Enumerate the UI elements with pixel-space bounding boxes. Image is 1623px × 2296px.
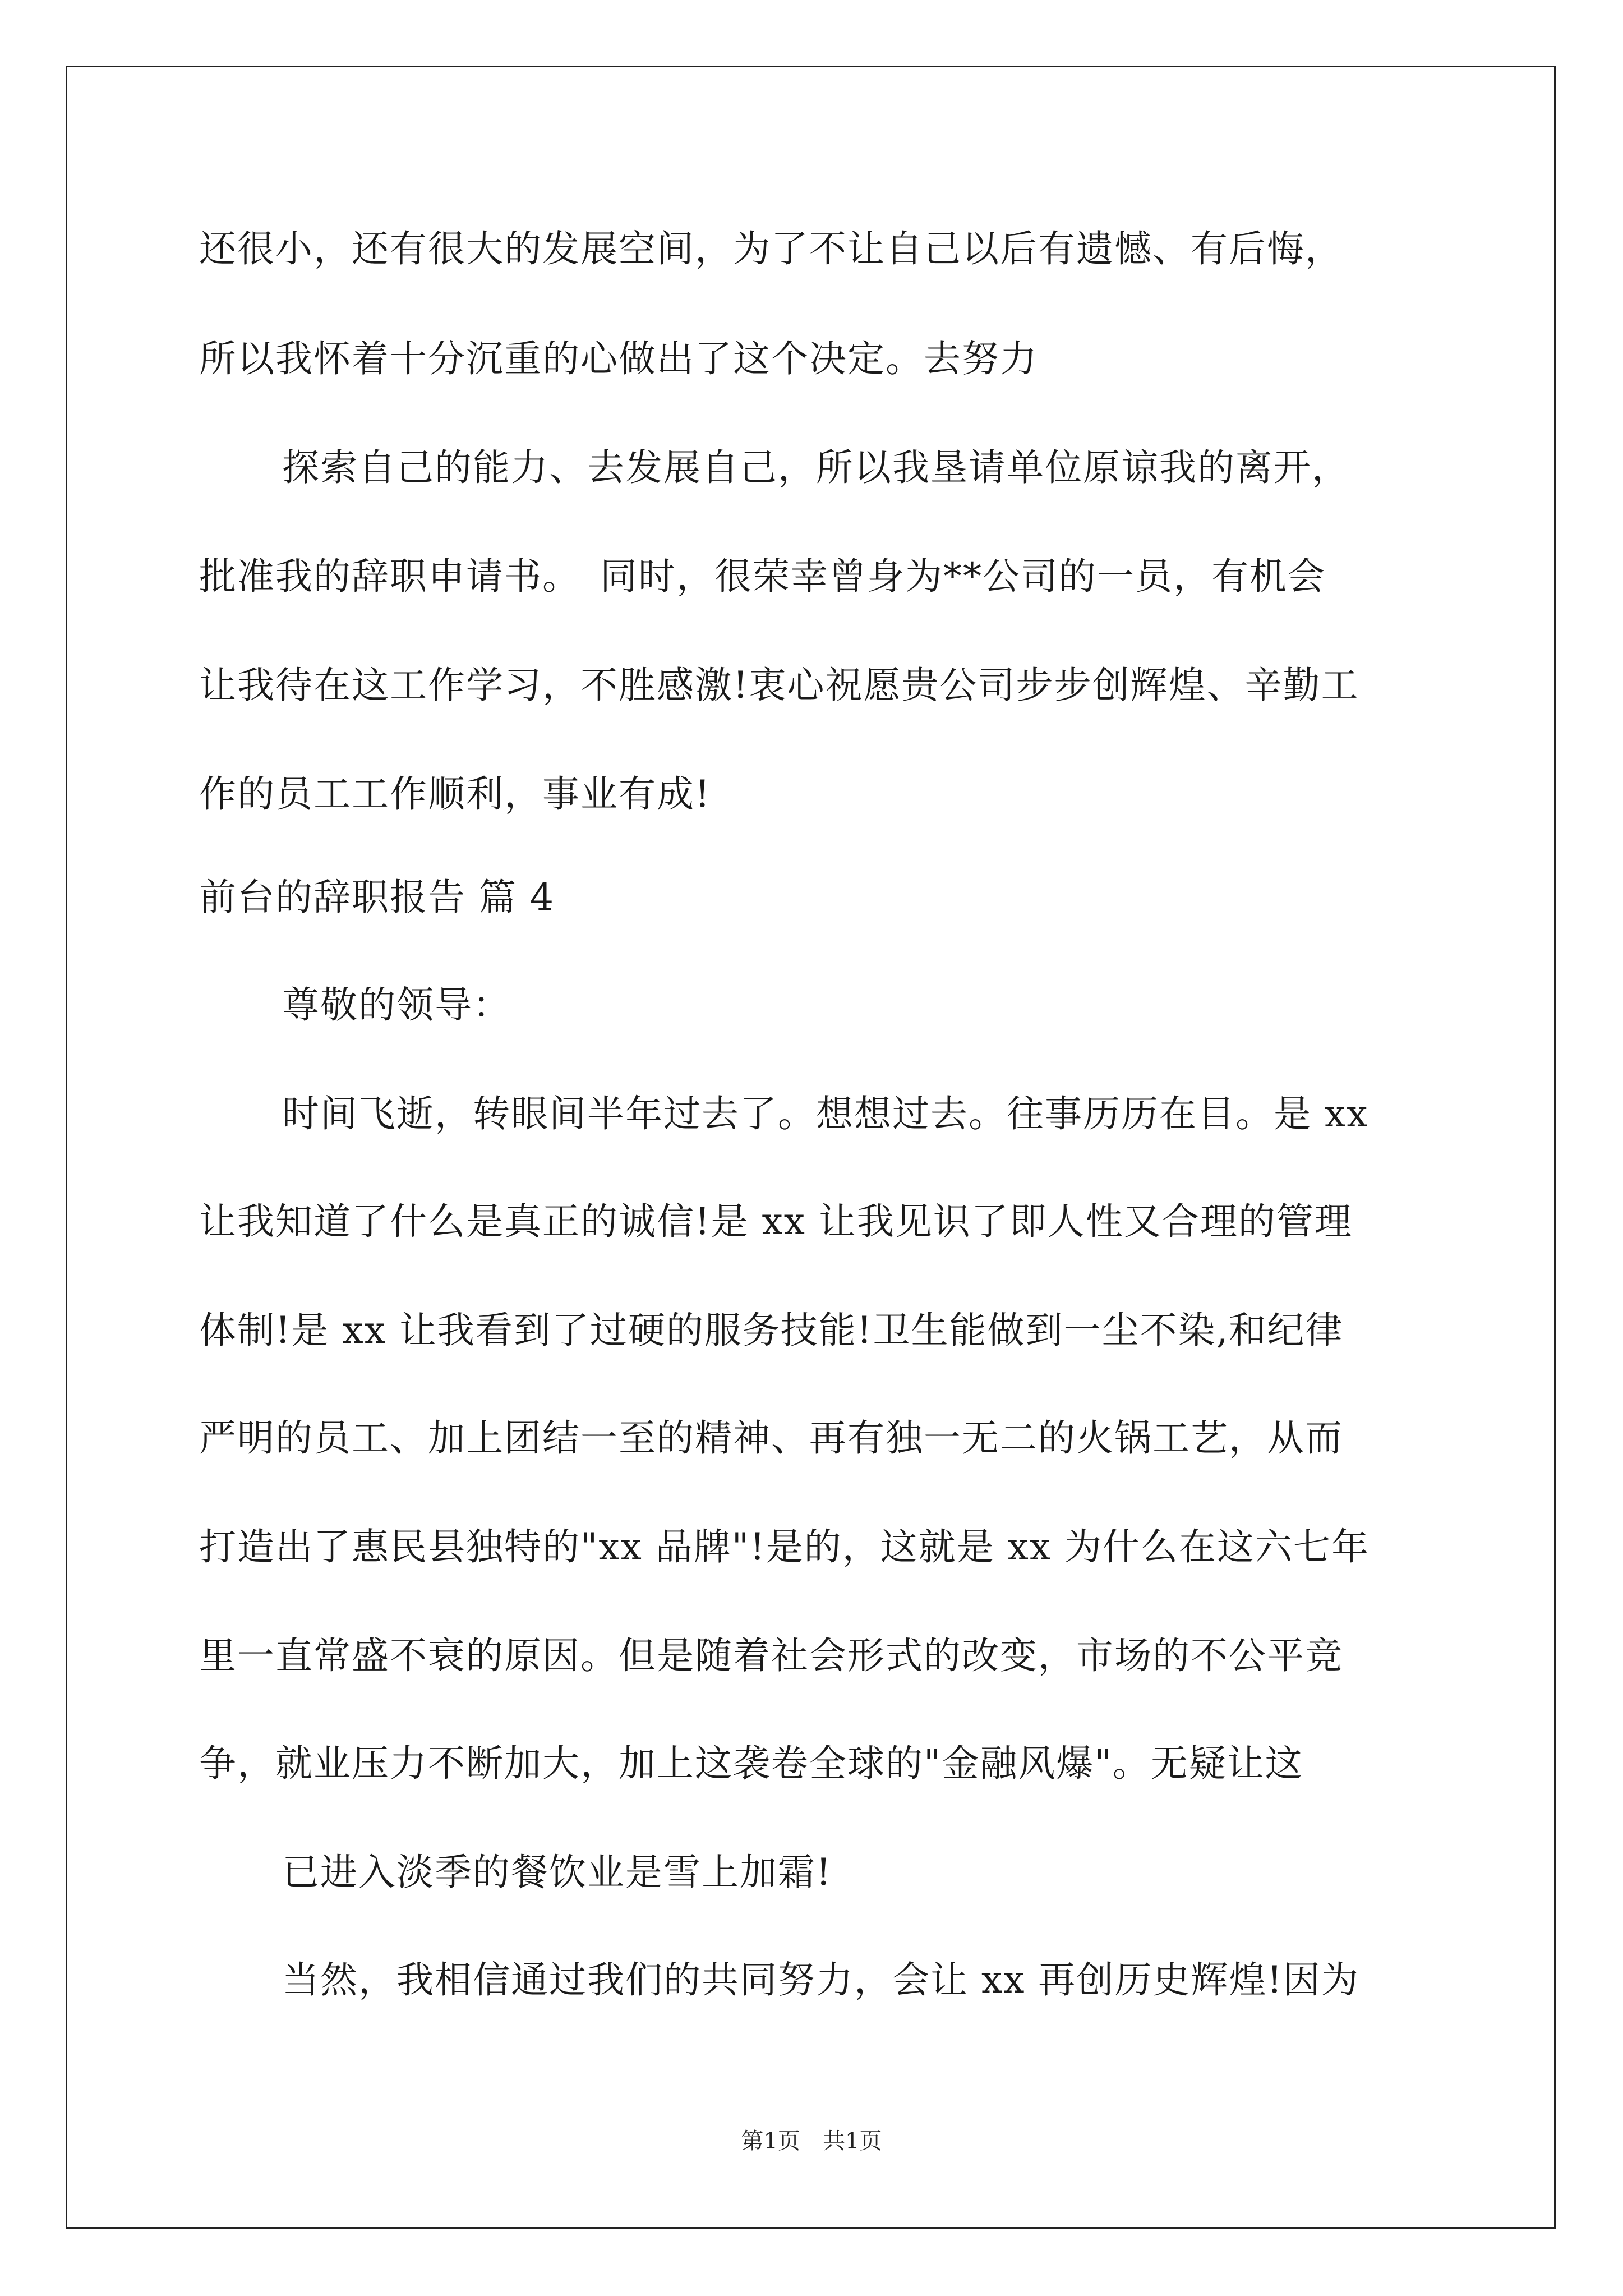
body-line: 让我知道了什么是真正的诚信!是 xx 让我见识了即人性又合理的管理 [199, 1200, 1353, 1243]
page-footer: 第1页 共1页 [741, 2128, 882, 2154]
body-line: 批准我的辞职申请书。 同时，很荣幸曾身为**公司的一员，有机会 [199, 555, 1326, 598]
body-line: 争，就业压力不断加大，加上这袭卷全球的"金融风爆"。无疑让这 [199, 1742, 1303, 1785]
body-line: 探索自己的能力、去发展自己，所以我垦请单位原谅我的离开， [282, 446, 1350, 489]
body-line: 所以我怀着十分沉重的心做出了这个决定。去努力 [199, 337, 1038, 380]
salutation: 尊敬的领导： [282, 983, 511, 1027]
body-line: 严明的员工、加上团结一至的精神、再有独一无二的火锅工艺，从而 [199, 1416, 1343, 1460]
body-line: 打造出了惠民县独特的"xx 品牌"!是的，这就是 xx 为什么在这六七年 [199, 1525, 1370, 1568]
body-line: 里一直常盛不衰的原因。但是随着社会形式的改变，市场的不公平竞 [199, 1634, 1343, 1677]
page-border [66, 66, 1556, 2229]
body-line: 已进入淡季的餐饮业是雪上加霜! [282, 1851, 832, 1894]
body-line: 还很小，还有很大的发展空间，为了不让自己以后有遗憾、有后悔， [199, 227, 1343, 270]
body-line: 让我待在这工作学习，不胜感激!衷心祝愿贵公司步步创辉煌、辛勤工 [199, 664, 1359, 707]
body-line: 体制!是 xx 让我看到了过硬的服务技能!卫生能做到一尘不染,和纪律 [199, 1309, 1344, 1352]
section-heading: 前台的辞职报告 篇 4 [199, 876, 555, 919]
body-line: 当然，我相信通过我们的共同努力，会让 xx 再创历史辉煌!因为 [282, 1958, 1359, 2001]
body-line: 作的员工工作顺利，事业有成! [199, 772, 711, 816]
body-line: 时间飞逝，转眼间半年过去了。想想过去。往事历历在目。是 xx [282, 1092, 1369, 1135]
